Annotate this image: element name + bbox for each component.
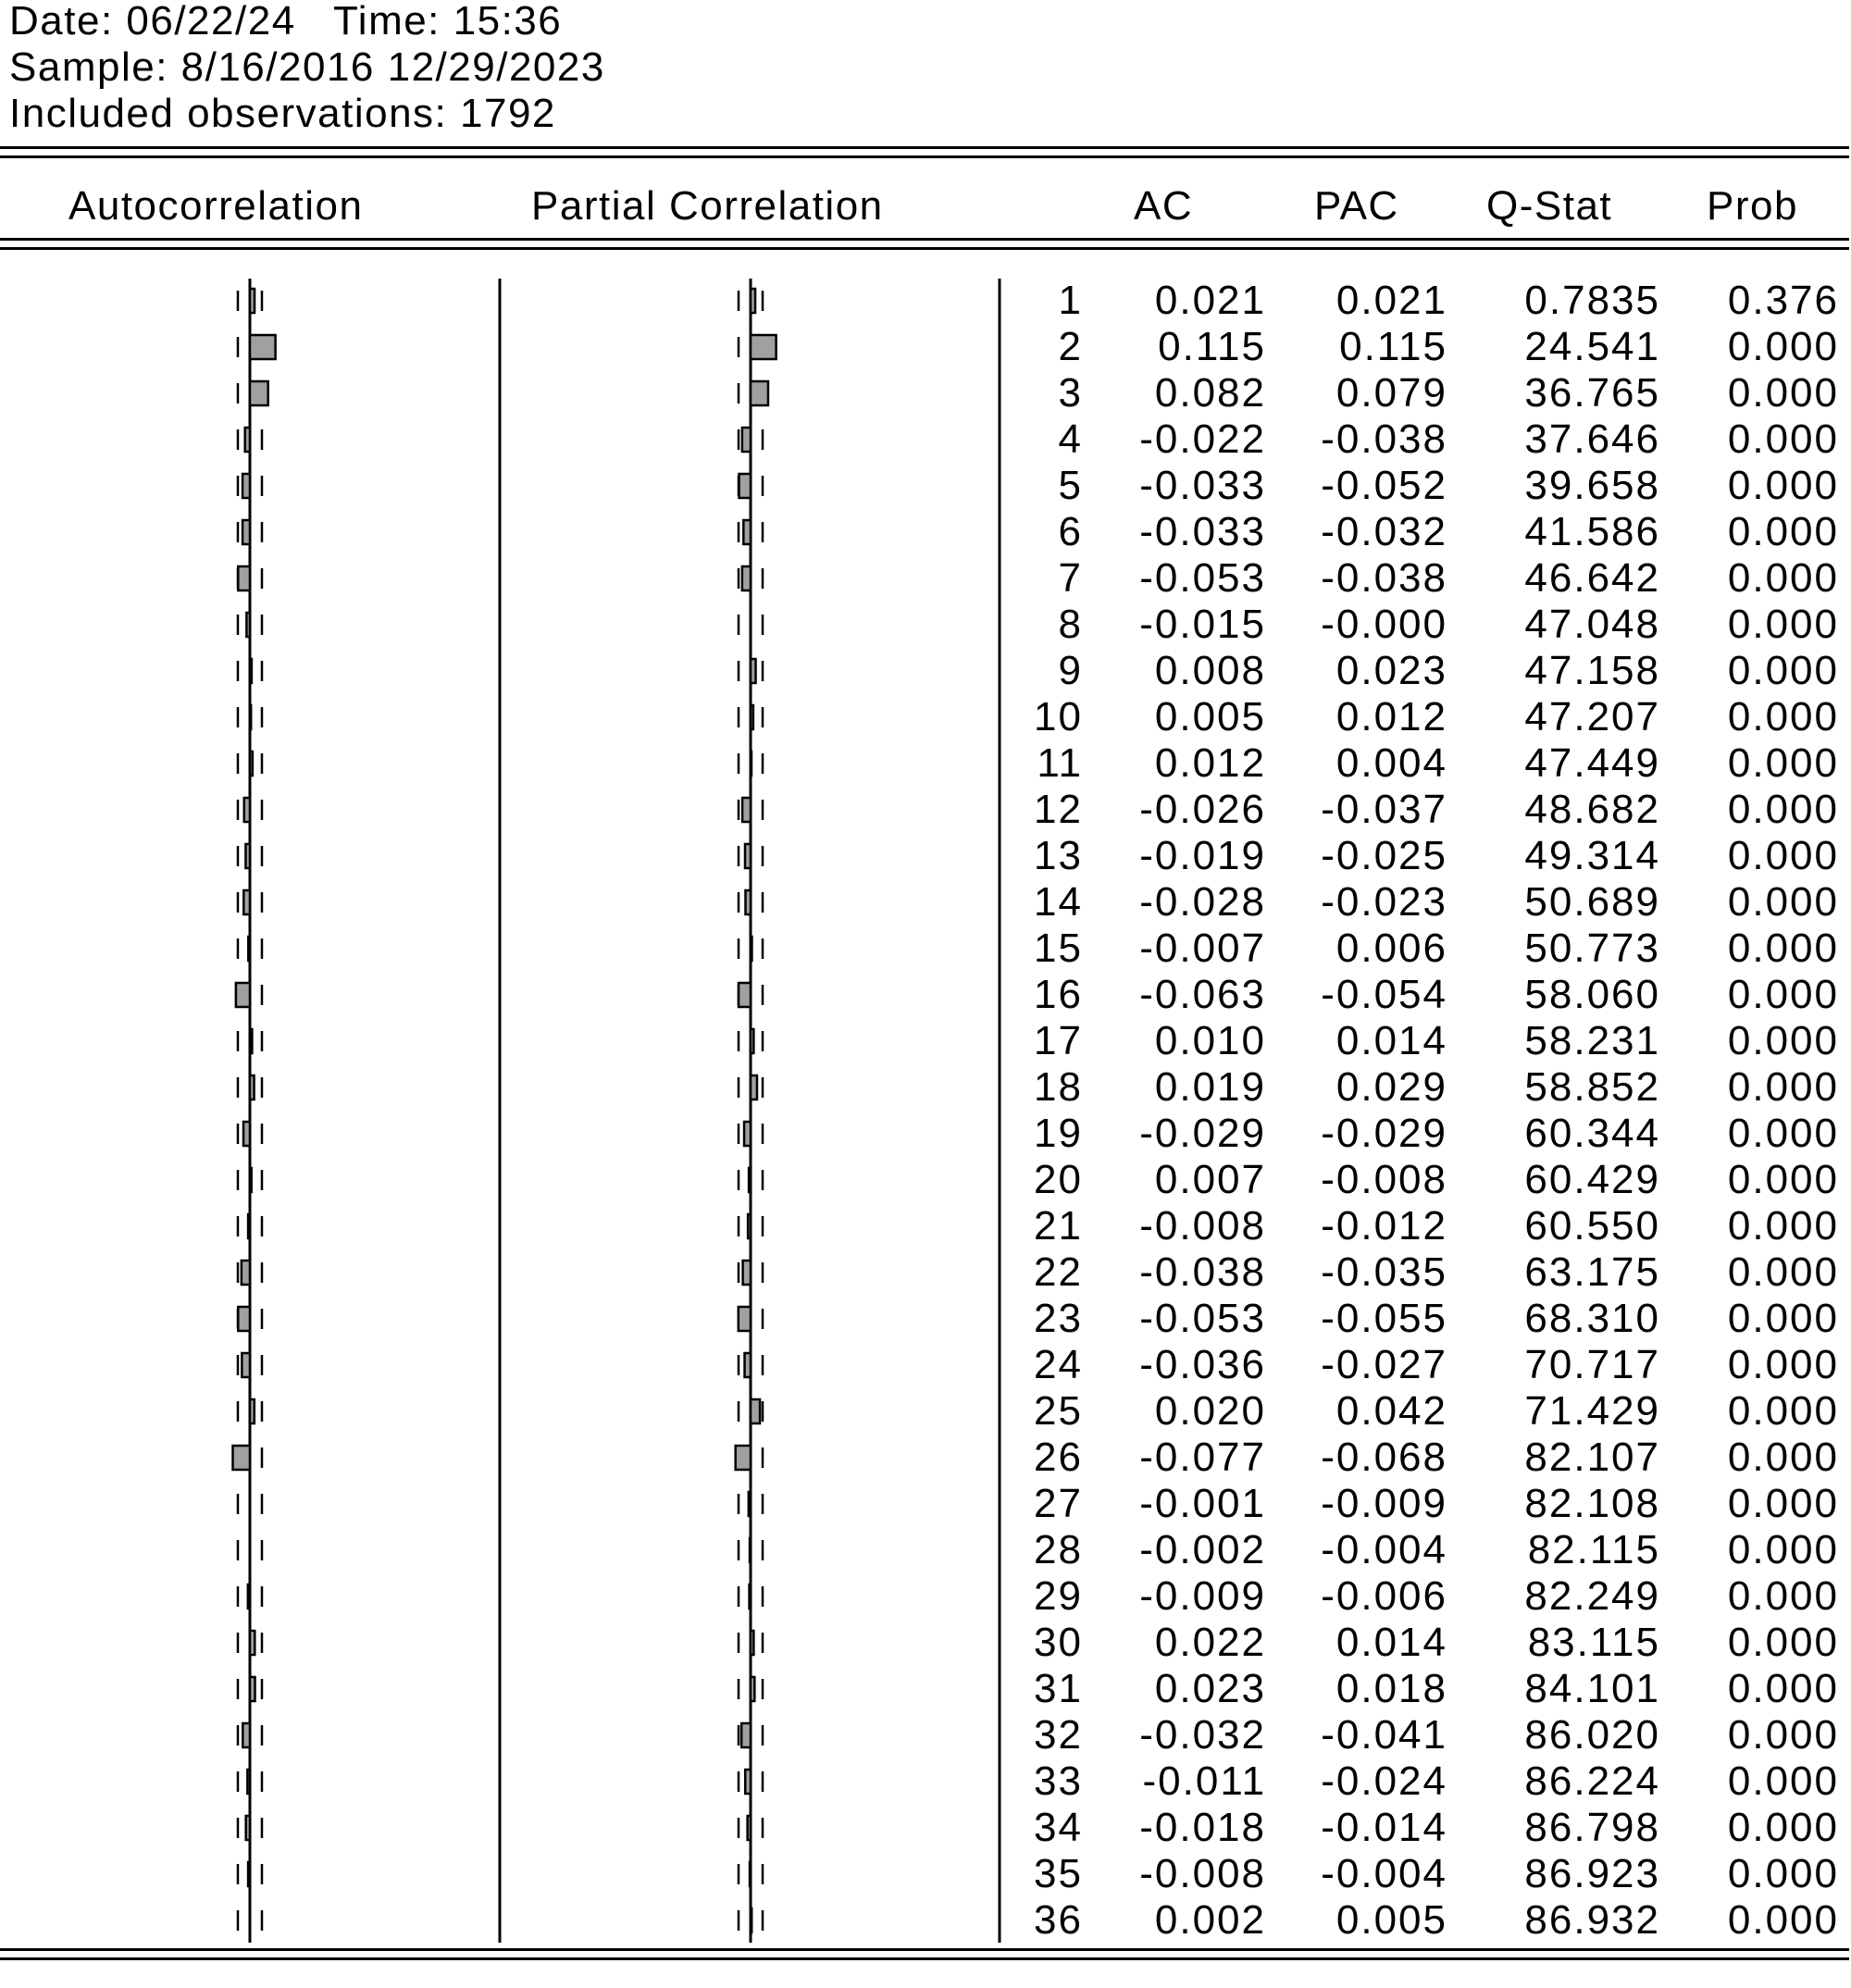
pac-bar — [751, 1399, 760, 1423]
pac-cell: -0.023 — [1321, 879, 1447, 925]
pac-bar — [742, 566, 751, 590]
pac-bar — [745, 1353, 751, 1377]
qstat-cell: 37.646 — [1524, 416, 1660, 462]
qstat-cell: 50.773 — [1524, 926, 1660, 971]
lag-cell: 2 — [1058, 324, 1083, 369]
pac-cell: -0.035 — [1321, 1249, 1447, 1295]
prob-cell: 0.000 — [1727, 1435, 1839, 1480]
qstat-cell: 70.717 — [1524, 1342, 1660, 1387]
pac-cell: -0.054 — [1321, 972, 1447, 1017]
ac-bar — [242, 1723, 250, 1747]
qstat-cell: 82.249 — [1524, 1573, 1660, 1619]
prob-cell: 0.000 — [1727, 370, 1839, 416]
lag-cell: 11 — [1037, 740, 1083, 786]
pac-bar — [751, 937, 752, 961]
ac-header: AC — [1134, 183, 1194, 229]
lag-cell: 10 — [1034, 694, 1083, 739]
pac-cell: 0.018 — [1335, 1666, 1447, 1711]
pac-bar — [745, 844, 751, 868]
lag-cell: 8 — [1058, 602, 1083, 647]
pac-bar — [745, 1770, 751, 1794]
ac-cell: 0.007 — [1154, 1157, 1266, 1202]
qstat-cell: 58.231 — [1524, 1018, 1660, 1063]
prob-cell: 0.000 — [1727, 509, 1839, 554]
ac-cell: -0.019 — [1139, 833, 1266, 878]
lag-cell: 30 — [1034, 1620, 1083, 1665]
ac-bar — [245, 428, 250, 452]
lag-cell: 29 — [1034, 1573, 1083, 1619]
pac-cell: -0.024 — [1321, 1758, 1447, 1804]
lag-cell: 17 — [1034, 1018, 1083, 1063]
qstat-cell: 84.101 — [1524, 1666, 1660, 1711]
ac-cell: -0.009 — [1139, 1573, 1266, 1619]
prob-cell: 0.000 — [1727, 324, 1839, 369]
lag-cell: 4 — [1058, 416, 1083, 462]
pac-cell: -0.068 — [1321, 1435, 1447, 1480]
prob-cell: 0.000 — [1727, 1666, 1839, 1711]
ac-bar — [245, 844, 250, 868]
qstat-cell: 49.314 — [1524, 833, 1660, 878]
qstat-cell: 63.175 — [1524, 1249, 1660, 1295]
ac-bar — [250, 381, 268, 405]
prob-cell: 0.000 — [1727, 1897, 1839, 1943]
ac-bar — [243, 890, 250, 914]
ac-bar — [250, 1631, 255, 1655]
ac-bar — [238, 566, 250, 590]
pac-cell: -0.038 — [1321, 555, 1447, 601]
pac-bar — [749, 1492, 751, 1516]
lag-cell: 15 — [1034, 926, 1083, 971]
qstat-cell: 47.449 — [1524, 740, 1660, 786]
pac-cell: -0.027 — [1321, 1342, 1447, 1387]
ac-bar — [244, 798, 250, 822]
pac-cell: -0.055 — [1321, 1296, 1447, 1341]
qstat-cell: 68.310 — [1524, 1296, 1660, 1341]
prob-cell: 0.000 — [1727, 1481, 1839, 1526]
pac-header: PAC — [1314, 183, 1399, 229]
ac-cell: 0.082 — [1154, 370, 1266, 416]
prob-cell: 0.000 — [1727, 1064, 1839, 1110]
pac-bar — [750, 1584, 751, 1609]
pac-bar — [741, 1723, 751, 1747]
ac-cell: -0.018 — [1139, 1805, 1266, 1850]
ac-bar — [248, 1584, 250, 1609]
ac-bar — [242, 474, 250, 498]
pac-cell: 0.021 — [1335, 278, 1447, 323]
pac-bar — [736, 1446, 751, 1470]
pac-bar — [742, 428, 751, 452]
prob-cell: 0.000 — [1727, 740, 1839, 786]
observations-line: Included observations: 1792 — [9, 91, 556, 136]
prob-cell: 0.000 — [1727, 926, 1839, 971]
ac-cell: -0.063 — [1139, 972, 1266, 1017]
qstat-cell: 86.932 — [1524, 1897, 1660, 1943]
pac-cell: 0.006 — [1335, 926, 1447, 971]
ac-bar — [250, 335, 276, 359]
pac-bar — [749, 1168, 751, 1192]
pac-cell: -0.012 — [1321, 1203, 1447, 1249]
ac-bar — [247, 1770, 250, 1794]
qstat-cell: 60.344 — [1524, 1111, 1660, 1156]
lag-cell: 1 — [1058, 278, 1083, 323]
qstat-cell: 71.429 — [1524, 1388, 1660, 1434]
pac-cell: 0.005 — [1335, 1897, 1447, 1943]
pac-bar — [742, 798, 751, 822]
pac-bar — [751, 381, 768, 405]
pac-bar — [751, 705, 753, 729]
pac-bar — [739, 1307, 751, 1331]
lag-cell: 5 — [1058, 463, 1083, 508]
qstat-cell: 86.020 — [1524, 1712, 1660, 1758]
qstat-cell: 82.108 — [1524, 1481, 1660, 1526]
pac-cell: -0.041 — [1321, 1712, 1447, 1758]
lag-cell: 31 — [1034, 1666, 1083, 1711]
lag-cell: 32 — [1034, 1712, 1083, 1758]
prob-cell: 0.000 — [1727, 833, 1839, 878]
pac-cell: -0.000 — [1321, 602, 1447, 647]
pac-bar — [751, 335, 776, 359]
ac-cell: 0.019 — [1154, 1064, 1266, 1110]
qstat-cell: 36.765 — [1524, 370, 1660, 416]
prob-cell: 0.000 — [1727, 1018, 1839, 1063]
sample-line: Sample: 8/16/2016 12/29/2023 — [9, 44, 605, 90]
lag-cell: 6 — [1058, 509, 1083, 554]
ac-bar — [250, 289, 255, 313]
lag-cell: 14 — [1034, 879, 1083, 925]
ac-bar — [243, 1122, 250, 1146]
ac-cell: 0.023 — [1154, 1666, 1266, 1711]
lag-cell: 36 — [1034, 1897, 1083, 1943]
lag-cell: 28 — [1034, 1527, 1083, 1572]
ac-cell: -0.028 — [1139, 879, 1266, 925]
autocorrelation-header: Autocorrelation — [68, 183, 364, 229]
partial-correlation-header: Partial Correlation — [531, 183, 884, 229]
lag-cell: 13 — [1034, 833, 1083, 878]
ac-bar — [248, 1214, 250, 1238]
ac-cell: -0.008 — [1139, 1203, 1266, 1249]
lag-cell: 26 — [1034, 1435, 1083, 1480]
pac-bar — [751, 1908, 752, 1932]
prob-cell: 0.000 — [1727, 1111, 1839, 1156]
pac-cell: 0.014 — [1335, 1620, 1447, 1665]
date-time-line: Date: 06/22/24 Time: 15:36 — [9, 0, 563, 43]
pac-cell: -0.006 — [1321, 1573, 1447, 1619]
ac-bar — [250, 752, 253, 776]
pac-bar — [739, 983, 751, 1007]
qstat-cell: 48.682 — [1524, 787, 1660, 832]
lag-cell: 34 — [1034, 1805, 1083, 1850]
lag-cell: 19 — [1034, 1111, 1083, 1156]
prob-cell: 0.000 — [1727, 879, 1839, 925]
qstat-cell: 86.923 — [1524, 1851, 1660, 1896]
pac-bar — [745, 890, 751, 914]
bottom-rule-2 — [0, 1957, 1849, 1960]
qstat-cell: 86.798 — [1524, 1805, 1660, 1850]
ac-cell: 0.115 — [1158, 324, 1266, 369]
pac-cell: -0.037 — [1321, 787, 1447, 832]
ac-cell: 0.002 — [1154, 1897, 1266, 1943]
prob-cell: 0.376 — [1727, 278, 1839, 323]
pac-bar — [750, 1862, 751, 1886]
ac-cell: -0.053 — [1139, 1296, 1266, 1341]
pac-bar — [751, 1029, 753, 1053]
qstat-cell: 39.658 — [1524, 463, 1660, 508]
ac-bar — [238, 1307, 250, 1331]
lag-cell: 22 — [1034, 1249, 1083, 1295]
pac-cell: -0.032 — [1321, 509, 1447, 554]
lag-cell: 23 — [1034, 1296, 1083, 1341]
prob-cell: 0.000 — [1727, 1620, 1839, 1665]
lag-cell: 24 — [1034, 1342, 1083, 1387]
ac-cell: -0.053 — [1139, 555, 1266, 601]
prob-cell: 0.000 — [1727, 1527, 1839, 1572]
pac-bar — [743, 1261, 751, 1285]
pac-cell: 0.004 — [1335, 740, 1447, 786]
pac-bar — [743, 520, 751, 544]
qstat-cell: 60.550 — [1524, 1203, 1660, 1249]
qstat-header: Q-Stat — [1486, 183, 1613, 229]
ac-cell: 0.008 — [1154, 648, 1266, 693]
pac-bar — [748, 1816, 751, 1840]
lag-cell: 35 — [1034, 1851, 1083, 1896]
lag-cell: 25 — [1034, 1388, 1083, 1434]
lag-cell: 12 — [1034, 787, 1083, 832]
ac-cell: -0.029 — [1139, 1111, 1266, 1156]
ac-bar — [250, 705, 251, 729]
lag-cell: 20 — [1034, 1157, 1083, 1202]
prob-cell: 0.000 — [1727, 555, 1839, 601]
lag-cell: 18 — [1034, 1064, 1083, 1110]
lag-cell: 27 — [1034, 1481, 1083, 1526]
ac-cell: -0.002 — [1139, 1527, 1266, 1572]
pac-bar — [739, 474, 751, 498]
qstat-cell: 47.207 — [1524, 694, 1660, 739]
ac-bar — [236, 983, 250, 1007]
ac-cell: 0.021 — [1154, 278, 1266, 323]
pac-cell: -0.052 — [1321, 463, 1447, 508]
ac-bar — [248, 1862, 250, 1886]
pac-cell: -0.038 — [1321, 416, 1447, 462]
ac-bar — [233, 1446, 250, 1470]
ac-cell: -0.015 — [1139, 602, 1266, 647]
prob-cell: 0.000 — [1727, 1249, 1839, 1295]
prob-cell: 0.000 — [1727, 1712, 1839, 1758]
prob-cell: 0.000 — [1727, 648, 1839, 693]
pac-cell: -0.009 — [1321, 1481, 1447, 1526]
prob-cell: 0.000 — [1727, 1296, 1839, 1341]
ac-bar — [250, 1029, 252, 1053]
pac-bar — [751, 1631, 753, 1655]
ac-bar — [250, 1677, 255, 1701]
ac-bar — [242, 520, 250, 544]
pac-cell: -0.004 — [1321, 1527, 1447, 1572]
ac-cell: -0.033 — [1139, 463, 1266, 508]
ac-cell: -0.032 — [1139, 1712, 1266, 1758]
ac-bar — [250, 1399, 255, 1423]
lag-cell: 16 — [1034, 972, 1083, 1017]
pac-cell: -0.014 — [1321, 1805, 1447, 1850]
ac-cell: 0.005 — [1154, 694, 1266, 739]
ac-bar — [246, 613, 250, 637]
ac-cell: -0.022 — [1139, 416, 1266, 462]
qstat-cell: 58.852 — [1524, 1064, 1660, 1110]
ac-cell: 0.020 — [1154, 1388, 1266, 1434]
ac-cell: -0.036 — [1139, 1342, 1266, 1387]
prob-cell: 0.000 — [1727, 602, 1839, 647]
pac-bar — [751, 1075, 757, 1100]
ac-cell: -0.001 — [1139, 1481, 1266, 1526]
ac-bar — [246, 1816, 250, 1840]
qstat-cell: 60.429 — [1524, 1157, 1660, 1202]
qstat-cell: 0.7835 — [1524, 278, 1660, 323]
prob-header: Prob — [1707, 183, 1798, 229]
qstat-cell: 41.586 — [1524, 509, 1660, 554]
prob-cell: 0.000 — [1727, 1758, 1839, 1804]
lag-cell: 21 — [1034, 1203, 1083, 1249]
prob-cell: 0.000 — [1727, 787, 1839, 832]
qstat-cell: 24.541 — [1524, 324, 1660, 369]
prob-cell: 0.000 — [1727, 463, 1839, 508]
pac-bar — [751, 289, 755, 313]
pac-cell: 0.029 — [1335, 1064, 1447, 1110]
lag-cell: 7 — [1058, 555, 1083, 601]
prob-cell: 0.000 — [1727, 416, 1839, 462]
qstat-cell: 83.115 — [1527, 1620, 1660, 1665]
pac-cell: 0.042 — [1335, 1388, 1447, 1434]
qstat-cell: 82.107 — [1524, 1435, 1660, 1480]
lag-cell: 33 — [1034, 1758, 1083, 1804]
lag-cell: 9 — [1058, 648, 1083, 693]
ac-cell: -0.026 — [1139, 787, 1266, 832]
qstat-cell: 58.060 — [1524, 972, 1660, 1017]
qstat-cell: 82.115 — [1527, 1527, 1660, 1572]
pac-cell: 0.014 — [1335, 1018, 1447, 1063]
ac-bar — [242, 1261, 250, 1285]
pac-cell: 0.115 — [1339, 324, 1447, 369]
pac-cell: -0.025 — [1321, 833, 1447, 878]
ac-cell: -0.011 — [1142, 1758, 1266, 1804]
prob-cell: 0.000 — [1727, 1157, 1839, 1202]
qstat-cell: 86.224 — [1524, 1758, 1660, 1804]
qstat-cell: 47.048 — [1524, 602, 1660, 647]
prob-cell: 0.000 — [1727, 1805, 1839, 1850]
pac-bar — [750, 1538, 751, 1562]
ac-bar — [242, 1353, 250, 1377]
pac-bar — [744, 1122, 751, 1146]
pac-bar — [748, 1214, 751, 1238]
ac-cell: -0.077 — [1139, 1435, 1266, 1480]
pac-cell: -0.029 — [1321, 1111, 1447, 1156]
prob-cell: 0.000 — [1727, 1573, 1839, 1619]
ac-bar — [250, 1168, 252, 1192]
ac-cell: -0.008 — [1139, 1851, 1266, 1896]
ac-bar — [250, 659, 252, 683]
pac-cell: 0.023 — [1335, 648, 1447, 693]
ac-bar — [250, 1075, 255, 1100]
pac-bar — [751, 659, 756, 683]
prob-cell: 0.000 — [1727, 1203, 1839, 1249]
pac-cell: -0.008 — [1321, 1157, 1447, 1202]
ac-cell: 0.022 — [1154, 1620, 1266, 1665]
prob-cell: 0.000 — [1727, 694, 1839, 739]
ac-cell: 0.010 — [1154, 1018, 1266, 1063]
ac-cell: 0.012 — [1154, 740, 1266, 786]
qstat-cell: 47.158 — [1524, 648, 1660, 693]
pac-cell: 0.012 — [1335, 694, 1447, 739]
ac-cell: -0.033 — [1139, 509, 1266, 554]
qstat-cell: 46.642 — [1524, 555, 1660, 601]
ac-cell: -0.007 — [1139, 926, 1266, 971]
pac-cell: -0.004 — [1321, 1851, 1447, 1896]
prob-cell: 0.000 — [1727, 972, 1839, 1017]
prob-cell: 0.000 — [1727, 1851, 1839, 1896]
prob-cell: 0.000 — [1727, 1342, 1839, 1387]
ac-bar — [248, 937, 250, 961]
ac-cell: -0.038 — [1139, 1249, 1266, 1295]
lag-cell: 3 — [1058, 370, 1083, 416]
qstat-cell: 50.689 — [1524, 879, 1660, 925]
bottom-rule-1 — [0, 1948, 1849, 1951]
prob-cell: 0.000 — [1727, 1388, 1839, 1434]
pac-bar — [751, 1677, 754, 1701]
pac-cell: 0.079 — [1335, 370, 1447, 416]
pac-bar — [751, 752, 752, 776]
